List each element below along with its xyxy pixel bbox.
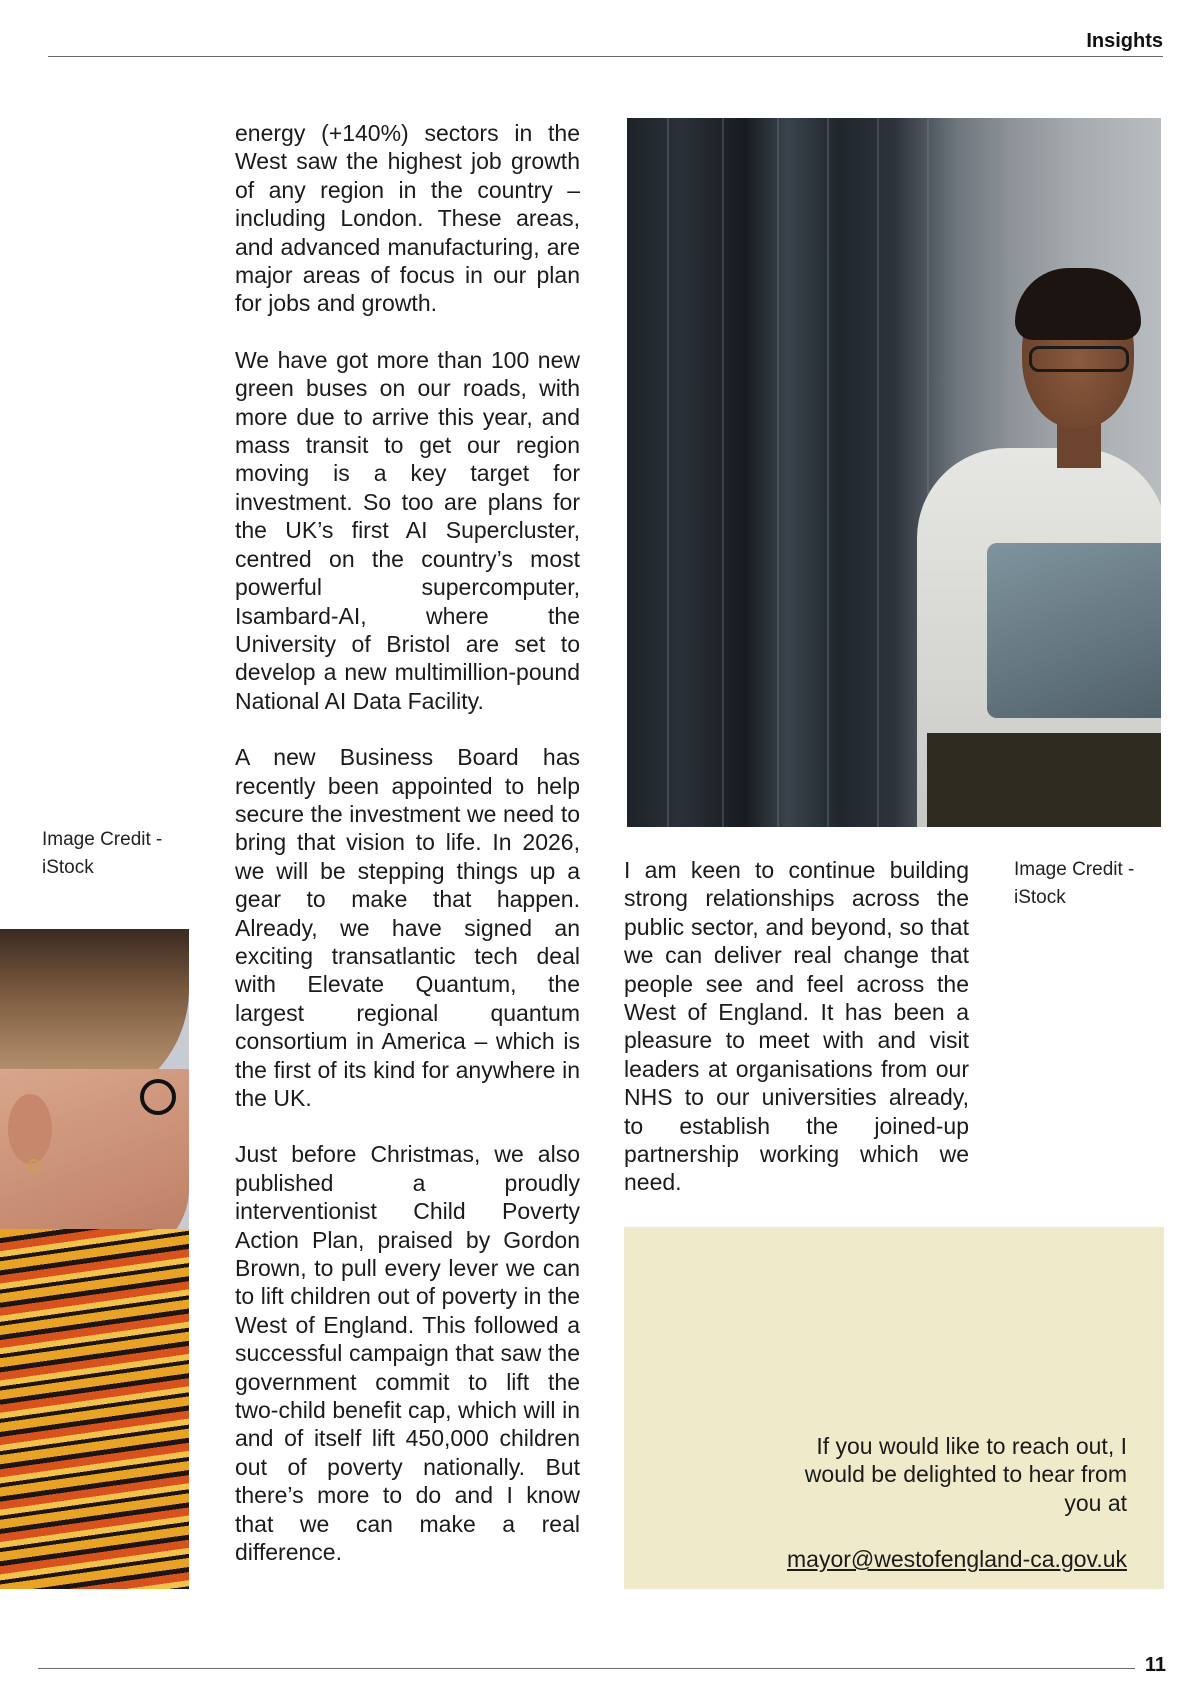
contact-box (624, 1227, 1164, 1589)
photo-striped-shirt (0, 1229, 189, 1589)
footer-divider (38, 1668, 1135, 1669)
photo-rack-line (877, 118, 879, 827)
photo-woman-striped-shirt (0, 929, 189, 1589)
paragraph: A new Business Board has recently been appointed to help secure the investment we need to bring that vision to life. In 2026, we will be stepping things up a gear to make that happen. Already, we have signed an exciting transatlantic tech deal with Elevate Quantum, the largest regional quantum consortium in America – which is the first of its kind for anywhere in the UK. (235, 744, 580, 1111)
photo-person-hair (1015, 268, 1141, 340)
photo-rack-line (777, 118, 779, 827)
contact-email-link[interactable]: mayor@westofengland-ca.gov.uk (787, 1546, 1127, 1573)
paragraph: energy (+140%) sectors in the West saw the highest job growth of any region in the country – including London. These areas, and advanced manufacturing, are major areas of focus in our plan for jobs and growth. (235, 120, 580, 317)
photo-laptop (987, 543, 1161, 718)
article-column-right (624, 856, 969, 1197)
header-divider (48, 56, 1163, 57)
article-column-middle (235, 119, 580, 1567)
paragraph: Just before Christmas, we also published a proudly interventionist Child Poverty Action Plan, praised by Gordon Brown, to pull every lever we can to lift children out of poverty in the West of England. This followed a successful campaign that saw the government commit to lift the two-child benefit cap, which will in and of itself lift 450,000 children out of poverty nationally. But there’s more to do and I know that we can make a real difference. (235, 1141, 580, 1566)
contact-text-block (767, 1432, 1127, 1574)
paragraph: I am keen to continue building strong relationships across the public sector, and beyond, so that we can deliver real change that people see and feel across the West of England. It has been a pleasure to meet with and visit leaders at organisations from our NHS to our universities already, to establish the joined-up partnership working which we need. (624, 857, 969, 1196)
photo-hair-tie (140, 1079, 176, 1115)
image-credit-left: Image Credit - iStock (42, 829, 163, 878)
section-title: Insights (1086, 30, 1163, 52)
image-credit-right: Image Credit - iStock (1014, 859, 1135, 908)
photo-trousers (927, 733, 1161, 827)
photo-rack-line (722, 118, 724, 827)
photo-ear (8, 1094, 52, 1164)
photo-earring (28, 1159, 40, 1173)
photo-glasses (1029, 346, 1129, 372)
photo-rack-line (667, 118, 669, 827)
page-number: 11 (1144, 1654, 1166, 1676)
photo-woman-server-room (627, 118, 1161, 827)
photo-rack-line (827, 118, 829, 827)
contact-message: If you would like to reach out, I would be delighted to hear from you at (804, 1433, 1127, 1516)
paragraph: We have got more than 100 new green buses on our roads, with more due to arrive this year, and mass transit to get our region moving is a key target for investment. So too are plans for the UK’s first AI Supercluster, centred on the country’s most powerful supercomputer, Isambard-AI, where the University of Bristol are set to develop a new multimillion-pound National AI Data Facility. (235, 346, 580, 714)
